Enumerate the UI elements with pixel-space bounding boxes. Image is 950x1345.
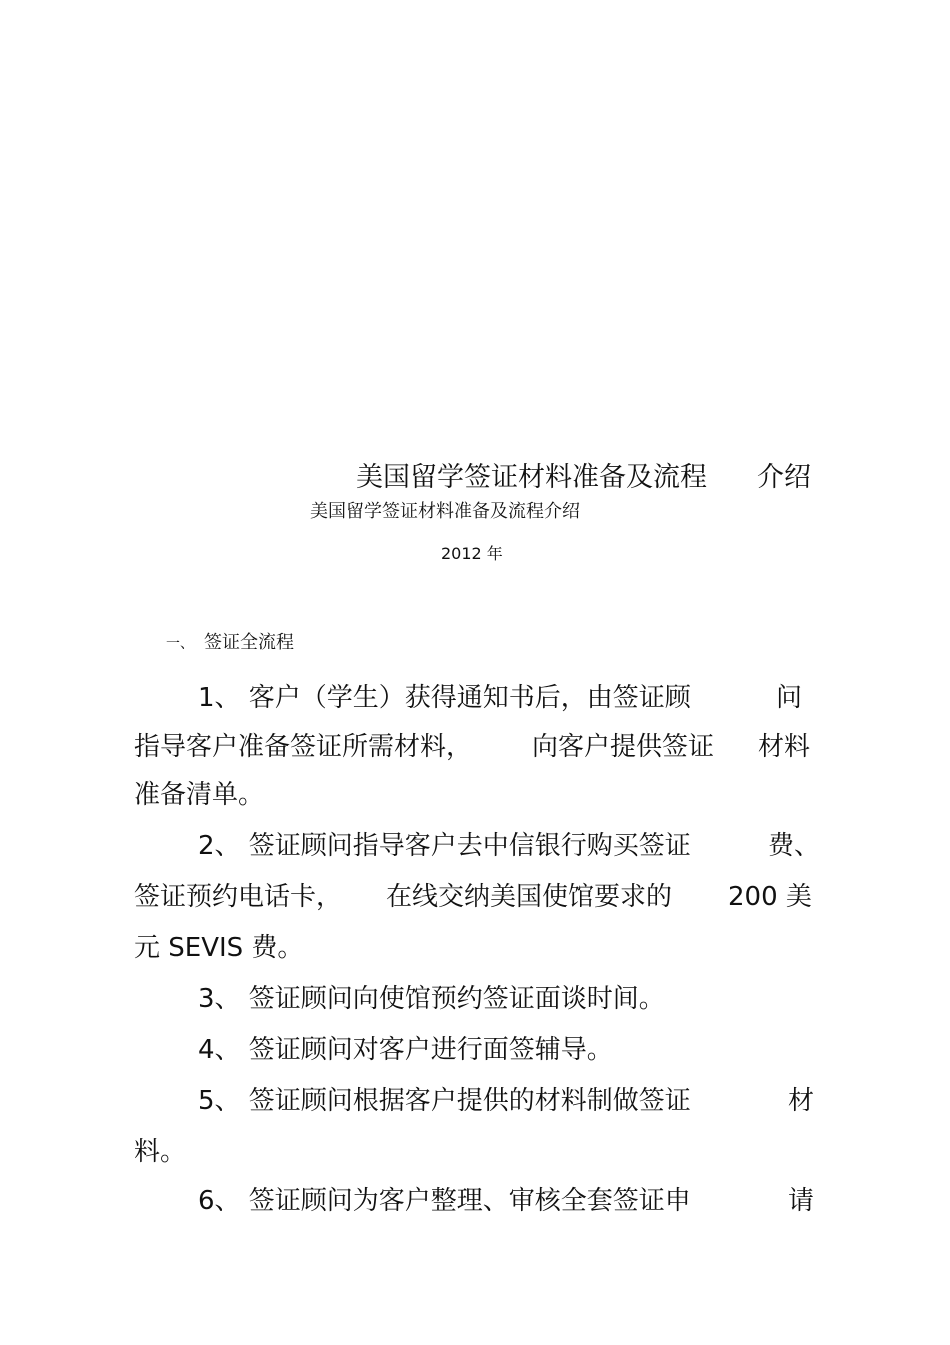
document-subtitle: 美国留学签证材料准备及流程介绍 <box>310 501 580 522</box>
item-5-line-1-end: 材 <box>788 1086 815 1116</box>
section-heading: 签证全流程 <box>204 632 294 653</box>
item-5-line-1: 5、 签证顾问根据客户提供的材料制做签证 <box>198 1086 691 1116</box>
item-6-line-1: 6、 签证顾问为客户整理、审核全套签证申 <box>198 1186 691 1216</box>
item-1-line-3: 准备清单。 <box>134 780 265 810</box>
item-1-line-1: 1、 客户（学生）获得通知书后，由签证顾 <box>198 683 691 713</box>
item-2-line-1: 2、 签证顾问指导客户去中信银行购买签证 <box>198 831 691 861</box>
document-title-part-2: 介绍 <box>757 462 811 493</box>
section-number: 一、 <box>166 636 194 652</box>
item-1-line-2-b: 向客户提供签证 <box>532 732 715 762</box>
item-5-line-2: 料。 <box>134 1137 187 1167</box>
item-3-line-1: 3、 签证顾问向使馆预约签证面谈时间。 <box>198 984 665 1014</box>
item-2-line-2-c: 200 美 <box>728 882 812 912</box>
document-title-part-1: 美国留学签证材料准备及流程 <box>356 462 707 493</box>
item-2-line-3: 元 SEVIS 费。 <box>134 933 304 963</box>
item-1-line-2-c: 材料 <box>758 732 811 762</box>
item-2-line-1-end: 费、 <box>768 831 821 861</box>
item-6-line-1-end: 请 <box>788 1186 815 1216</box>
item-4-line-1: 4、 签证顾问对客户进行面签辅导。 <box>198 1035 613 1065</box>
item-2-line-2-a: 签证预约电话卡， <box>134 882 343 912</box>
item-1-line-1-end: 问 <box>776 683 803 713</box>
item-1-line-2-a: 指导客户准备签证所需材料， <box>134 732 473 762</box>
document-year: 2012 年 <box>441 544 503 563</box>
item-2-line-2-b: 在线交纳美国使馆要求的 <box>386 882 673 912</box>
